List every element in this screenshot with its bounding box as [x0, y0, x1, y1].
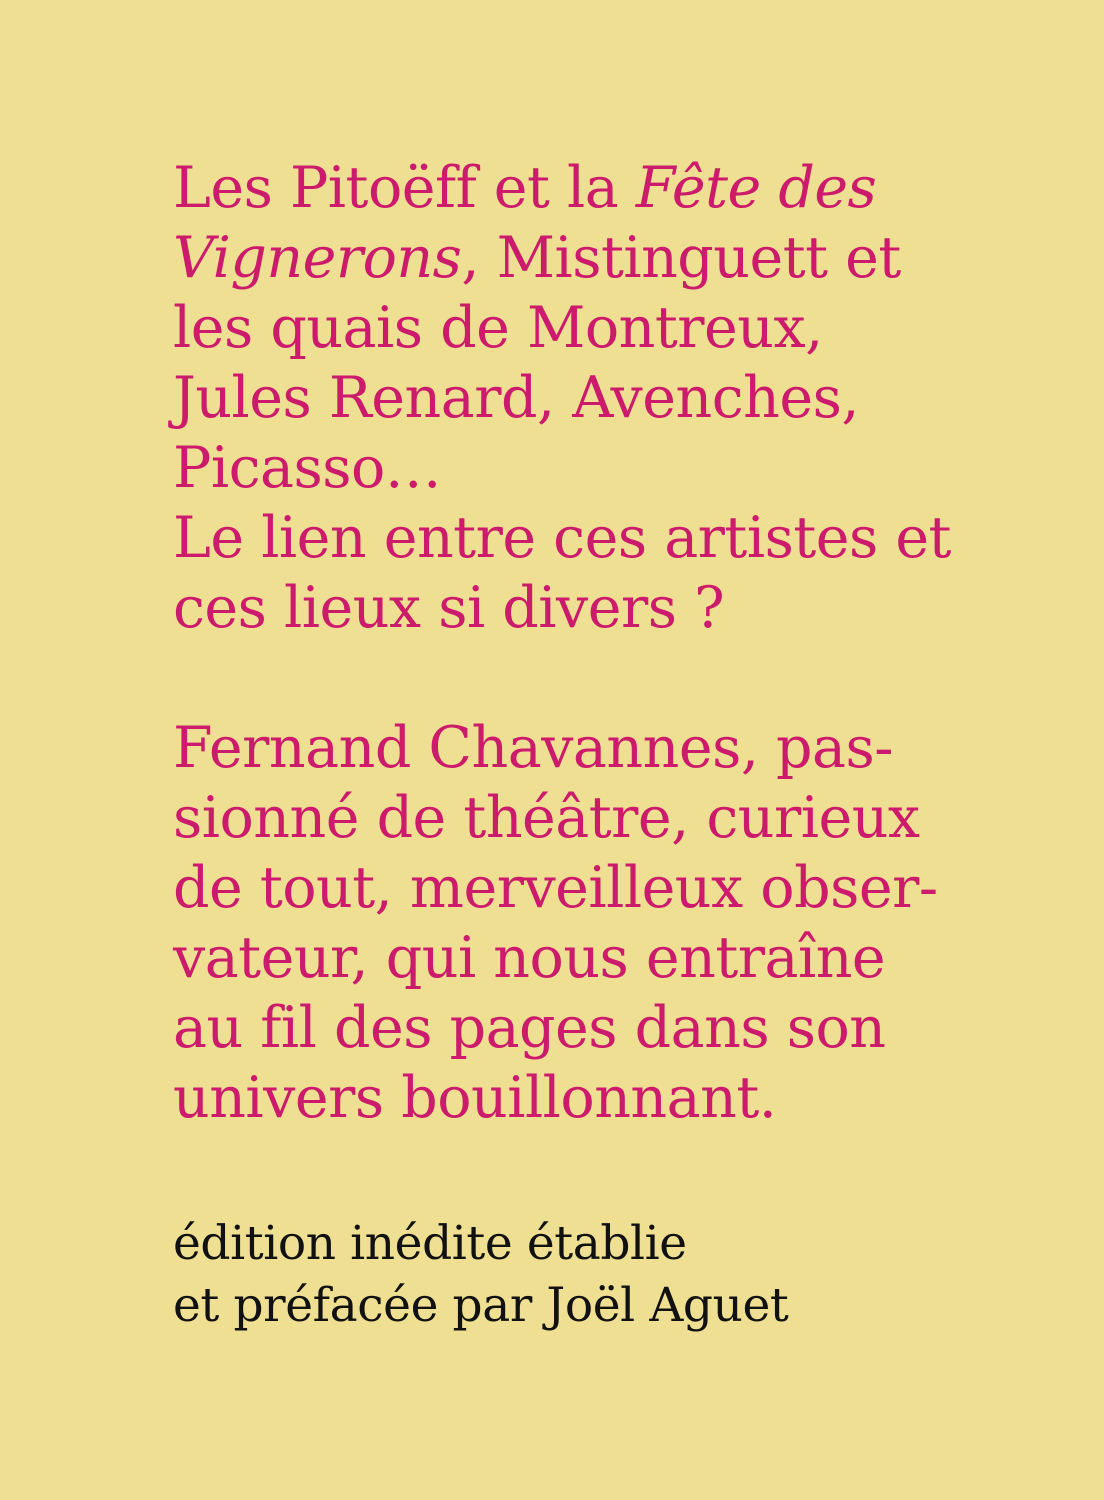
blurb-line: Jules Renard, Avenches,: [173, 365, 859, 431]
blurb-paragraph-2: [173, 713, 1073, 1133]
text-span: Les Pitoëff et la: [173, 155, 636, 221]
blurb-line: [173, 223, 1073, 293]
blurb-line: de tout, merveilleux obser-: [173, 855, 938, 921]
blurb-line: Fernand Chavannes, pas-: [173, 715, 894, 781]
italic-title-span: Fête des: [635, 155, 877, 221]
blurb-line: Le lien entre ces artistes et: [173, 505, 951, 571]
edition-credit: [173, 1213, 1073, 1337]
text-span: , Mistinguett et: [461, 225, 901, 291]
blurb-line: les quais de Montreux,: [173, 295, 823, 361]
back-cover-text: [173, 153, 1073, 1337]
blurb-line: vateur, qui nous entraîne: [173, 925, 886, 991]
italic-title-span: Vignerons: [173, 225, 462, 291]
credit-line: édition inédite établie: [173, 1216, 687, 1271]
blurb-paragraph-1: [173, 153, 1073, 643]
blurb-line: univers bouillonnant.: [173, 1065, 777, 1131]
credit-line: et préfacée par Joël Aguet: [173, 1278, 789, 1333]
blurb-line: ces lieux si divers ?: [173, 575, 725, 641]
blurb-line: au fil des pages dans son: [173, 995, 886, 1061]
blurb-line: [173, 153, 1073, 223]
blurb-line: sionné de théâtre, curieux: [173, 785, 920, 851]
blurb-line: Picasso…: [173, 435, 442, 501]
